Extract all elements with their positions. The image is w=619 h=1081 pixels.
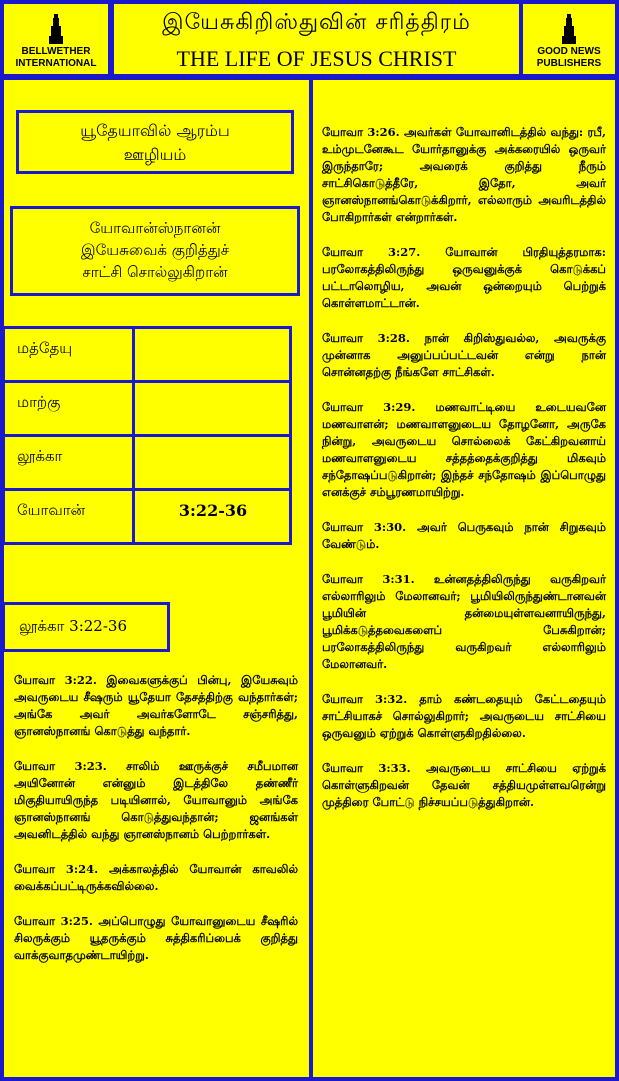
verse: யோவா 3:31. உன்னதத்திலிருந்து வருகிறவர் எல்லாரிலும் மேலானவர்; பூமியிலிருந்துண்டானவன் பூமியின் தன்மையுள்ளவனாயிருந்து, பூமிக்கடுத்தவைகளைப் பேசுகிறான்; பரலோகத்திலிருந்து வருகிறவர் எல்லாரிலும் மேலானவர். (322, 572, 606, 671)
page-title-english: THE LIFE OF JESUS CHRIST (176, 46, 457, 71)
sub-heading-line2: இயேசுவைக் குறித்துச் (80, 241, 230, 259)
logo-sub: PUBLISHERS (536, 58, 602, 69)
verse: யோவா 3:24. அக்காலத்தில் யோவான் காவலில் வைக்கப்பட்டிருக்கவில்லை. (14, 862, 298, 893)
sub-heading-line3: சாட்சி சொல்லுகிறான் (82, 263, 228, 281)
sub-heading (10, 206, 300, 296)
table-row (4, 436, 291, 490)
page-header (114, 4, 519, 74)
section-heading-line1: யூதேயாவில் ஆரம்ப (80, 121, 230, 140)
section-heading-line2: ஊழியம் (123, 145, 187, 164)
logo-name: BELLWETHER (21, 46, 91, 57)
sub-heading-line1: யோவான்ஸ்நானன் (89, 219, 221, 237)
gospel-name: மாற்கு (4, 382, 134, 436)
good-news-logo (523, 4, 615, 74)
left-verses (14, 672, 298, 982)
gospel-name: லூக்கா (4, 436, 134, 490)
verse: யோவா 3:29. மணவாட்டியை உடையவனே மணவாளன்; மணவாளனுடைய தோழனோ, அருகே நின்று, அவருடைய சொல்லைக் கேட்கிறவனாய் மணவாளனுடைய சத்தத்தைக்குறித்து மிகவும் சந்தோஷப்படுகிறான்; இந்தச் சந்தோஷம் இப்பொழுது எனக்குச் சம்பூரணமாயிற்று. (322, 400, 606, 499)
gospel-table (2, 326, 292, 545)
verse: யோவா 3:26. அவர்கள் யோவானிடத்தில் வந்து: ரபீ, உம்முடனேகூட யோர்தானுக்கு அக்கரையில் ஒருவர் இருந்தாரே; அவரைக் குறித்து நீரும் சாட்சிகொடுத்தீரே, இதோ, அவர் ஞானஸ்நானங்கொடுக்கிறார், எல்லாரும் அவரிடத்தில் போகிறார்கள் என்றார்கள். (322, 125, 606, 224)
logo-name: GOOD NEWS (537, 46, 601, 57)
passage-label: லூக்கா 3:22-36 (2, 602, 170, 652)
gospel-ref (134, 436, 291, 490)
verse: யோவா 3:25. அப்பொழுது யோவானுடைய சீஷரில் சிலருக்கும் யூதருக்கும் சுத்திகரிப்பைக் குறித்து வாக்குவாதமுண்டாயிற்று. (14, 914, 298, 962)
bellwether-logo (4, 4, 108, 74)
verse: யோவா 3:33. அவருடைய சாட்சியை ஏற்றுக் கொள்ளுகிறவன் தேவன் சத்தியமுள்ளவரென்று முத்திரை போட்டு நிச்சயப்படுத்துகிறான். (322, 761, 606, 809)
verse: யோவா 3:28. நான் கிறிஸ்துவல்ல, அவருக்கு முன்னாக அனுப்பப்பட்டவன் என்று நான் சொன்னதற்கு நீங்களே சாட்சிகள். (322, 331, 606, 379)
gospel-name: யோவான் (4, 490, 134, 544)
verse: யோவா 3:27. யோவான் பிரதியுத்தரமாக: பரலோகத்திலிருந்து ஒருவனுக்குக் கொடுக்கப் பட்டாலொழிய, அவன் ஒன்றையும் பெற்றுக் கொள்ளமாட்டான். (322, 245, 606, 310)
tower-icon (48, 14, 64, 44)
gospel-ref: 3:22-36 (134, 490, 291, 544)
gospel-name: மத்தேயு (4, 328, 134, 382)
tower-icon (561, 14, 577, 44)
right-verses (322, 124, 606, 829)
gospel-ref (134, 382, 291, 436)
gospel-ref (134, 328, 291, 382)
verse: யோவா 3:22. இவைகளுக்குப் பின்பு, இயேசுவும் அவருடைய சீஷரும் யூதேயா தேசத்திற்கு வந்தார்கள்; அங்கே அவர் அவர்களோடே சஞ்சரித்து, ஞானஸ்நானங் கொடுத்து வந்தார். (14, 673, 298, 738)
logo-sub: INTERNATIONAL (15, 58, 97, 69)
verse: யோவா 3:23. சாலிம் ஊருக்குச் சமீபமான அயினோன் என்னும் இடத்திலே தண்ணீர் மிகுதியாயிருந்த படியினால், யோவானும் அங்கே ஞானஸ்நானங் கொடுத்துவந்தான்; ஜனங்கள் அவனிடத்தில் வந்து ஞானஸ்நானம் பெற்றார்கள். (14, 759, 298, 841)
verse: யோவா 3:32. தாம் கண்டதையும் கேட்டதையும் சாட்சியாகச் சொல்லுகிறார்; அவருடைய சாட்சியை ஒருவனும் ஏற்றுக் கொள்ளுகிறதில்லை. (322, 692, 606, 740)
verse: யோவா 3:30. அவர் பெருகவும் நான் சிறுகவும் வேண்டும். (322, 520, 606, 551)
table-row (4, 490, 291, 544)
section-heading (16, 110, 294, 174)
table-row (4, 382, 291, 436)
table-row (4, 328, 291, 382)
page-title-tamil: இயேசுகிறிஸ்துவின் சரித்திரம் (162, 10, 471, 35)
